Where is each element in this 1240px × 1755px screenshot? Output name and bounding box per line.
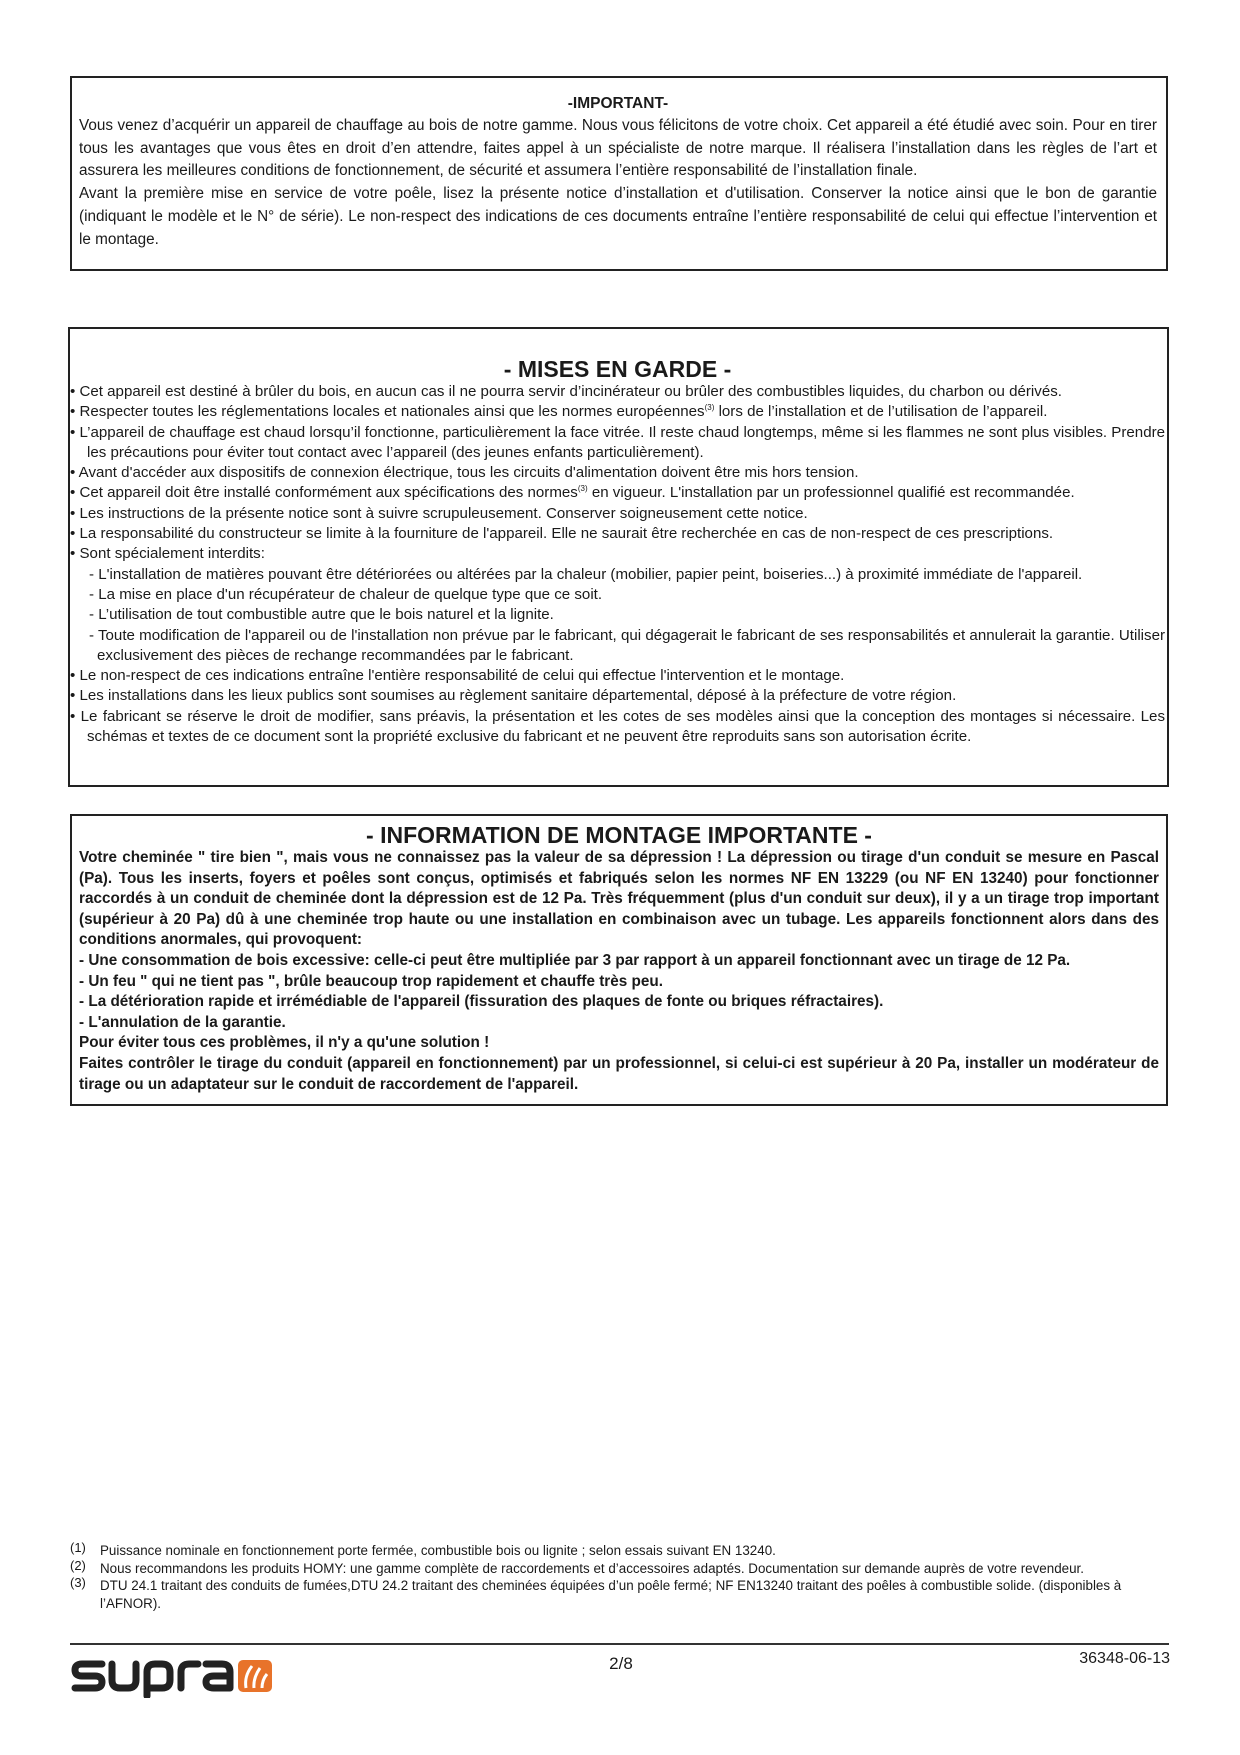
footnote [70,1542,1170,1560]
list-item: • Avant d'accéder aux dispositifs de connexion électrique, tous les circuits d'alimentation doivent être mis hors tension. [70,463,1165,483]
list-item: • Respecter toutes les réglementations locales et nationales ainsi que les normes européennes$^{(3)}$ lors de l’installation et de l’utilisation de l’appareil. [70,402,1165,422]
info-montage-title: - INFORMATION DE MONTAGE IMPORTANTE - [366,822,872,848]
info-line: - Un feu " qui ne tient pas ", brûle beaucoup trop rapidement et chauffe très peu. [79,972,663,990]
info-montage-body [79,848,1159,1095]
list-item: • La responsabilité du constructeur se limite à la fourniture de l'appareil. Elle ne saurait être recherchée en cas de non-respect de ces prescriptions. [70,524,1165,544]
footnotes [70,1542,1170,1612]
supra-logo [70,1650,280,1698]
important-paragraph-2: Avant la première mise en service de votre poêle, lisez la présente notice d’installation et d'utilisation. Conserver la notice ainsi que le bon de garantie (indiquant le modèle et le N° de série). Le non-respect des indications de ces documents entraîne l’entière responsabilité de celui qui effectue l’intervention et le montage. [79,185,1157,248]
important-box [70,76,1168,271]
footer-divider [70,1643,1169,1645]
footnote-number: (2) [70,1557,86,1573]
footnote-ref: (3) [577,484,588,494]
footnote-number: (3) [70,1575,86,1591]
footnote-ref: (3) [704,403,715,413]
document-reference: 36348-06-13 [1079,1650,1170,1667]
sub-list-item: - La mise en place d'un récupérateur de chaleur de quelque type que ce soit. [70,585,1165,605]
list-item: • Les installations dans les lieux publics sont soumises au règlement sanitaire départemental, déposé à la préfecture de votre région. [70,686,1165,706]
info-line: - Une consommation de bois excessive: celle-ci peut être multipliée par 3 par rapport à un appareil fonctionnant avec un tirage de 12 Pa. [79,951,1071,969]
footnote [70,1557,1170,1578]
footnote-number: (1) [70,1540,86,1555]
important-title: -IMPORTANT- [567,95,669,112]
footnote-text: Puissance nominale en fonctionnement porte fermée, combustible bois ou lignite ; selon essais suivant EN 13240. [100,1543,776,1558]
sub-list-item: - L’utilisation de tout combustible autre que le bois naturel et la lignite. [70,605,1165,625]
footnote-text: Nous recommandons les produits HOMY: une gamme complète de raccordements et d’accessoires adaptés. Documentation sur demande auprès de votre revendeur. [100,1560,1084,1576]
info-line: - L'annulation de la garantie. [79,1013,286,1031]
info-montage-box [70,814,1168,1106]
mises-en-garde-box [68,327,1169,787]
footnote [70,1577,1170,1612]
list-item: • Le fabricant se réserve le droit de modifier, sans préavis, la présentation et les cotes de ses modèles ainsi que la conception des montages si nécessaire. Les schémas et textes de ce document sont la propriété exclusive du fabricant et ne peuvent être reproduits sans son autorisation écrite. [70,707,1165,748]
page-number: 2/8 [609,1654,633,1673]
list-item: • Les instructions de la présente notice sont à suivre scrupuleusement. Conserver soigneusement cette notice. [70,504,1165,524]
list-item: • Sont spécialement interdits: [70,544,1165,564]
list-item: • Cet appareil est destiné à brûler du bois, en aucun cas il ne pourra servir d’incinérateur ou brûler des combustibles liquides, du charbon ou dérivés. [70,382,1165,402]
mises-en-garde-title: - MISES EN GARDE - [503,356,732,382]
info-line: Votre cheminée " tire bien ", mais vous ne connaissez pas la valeur de sa dépression ! La dépression ou tirage d'un conduit se mesure en Pascal (Pa). Tous les inserts, foyers et poêles sont conçus, optimisés et fabriqués selon les normes NF EN 13229 (ou NF EN 13240) pour fonctionner raccordés à un conduit de cheminée dont la dépression est de 12 Pa. Très fréquemment (plus d'un conduit sur deux), il y a un tirage trop important (supérieur à 20 Pa) dû à une cheminée trop haute ou une installation en combinaison avec un tubage. Les appareils fonctionnent alors dans des conditions anormales, qui provoquent: [79,849,1159,949]
list-item: • Cet appareil doit être installé conformément aux spécifications des normes$^{(3)}$ en vigueur. L'installation par un professionnel qualifié est recommandée. [70,483,1165,503]
info-line: - La détérioration rapide et irrémédiable de l'appareil (fissuration des plaques de fonte ou briques réfractaires). [79,993,884,1011]
sub-list-item: - Toute modification de l'appareil ou de l'installation non prévue par le fabricant, qui dégagerait le fabricant de ses responsabilités et annulerait la garantie. Utiliser exclusivement des pièces de rechange recommandées par le fabricant. [70,626,1165,667]
list-item: • Le non-respect de ces indications entraîne l'entière responsabilité de celui qui effectue l'intervention et le montage. [70,666,1165,686]
list-item: • L’appareil de chauffage est chaud lorsqu’il fonctionne, particulièrement la face vitrée. Il reste chaud longtemps, même si les flammes ne sont plus visibles. Prendre les précautions pour éviter tout contact avec l’appareil (des jeunes enfants particulièrement). [70,423,1165,464]
sub-list-item: - L'installation de matières pouvant être détériorées ou altérées par la chaleur (mobilier, papier peint, boiseries...) à proximité immédiate de l'appareil. [70,565,1165,585]
footnote-text: DTU 24.1 traitant des conduits de fumées,DTU 24.2 traitant des cheminées équipées d’un poêle fermé; NF EN13240 traitant des poêles à combustible solide. (disponibles à l’AFNOR). [100,1578,1122,1611]
mises-en-garde-list [70,382,1165,747]
important-paragraph-1: Vous venez d’acquérir un appareil de chauffage au bois de notre gamme. Nous vous félicitons de votre choix. Cet appareil a été étudié avec soin. Pour en tirer tous les avantages que vous êtes en droit d’en attendre, faites appel à un spécialiste de notre marque. Il réalisera l’installation dans les règles de l’art et assurera les meilleures conditions de fonctionnement, de sécurité et assumera l’entière responsabilité de l’installation finale. [79,117,1157,180]
info-line: Pour éviter tous ces problèmes, il n'y a qu'une solution ! [79,1034,490,1052]
info-line: Faites contrôler le tirage du conduit (appareil en fonctionnement) par un professionnel, si celui-ci est supérieur à 20 Pa, installer un modérateur de tirage ou un adaptateur sur le conduit de raccordement de l'appareil. [79,1054,1159,1093]
